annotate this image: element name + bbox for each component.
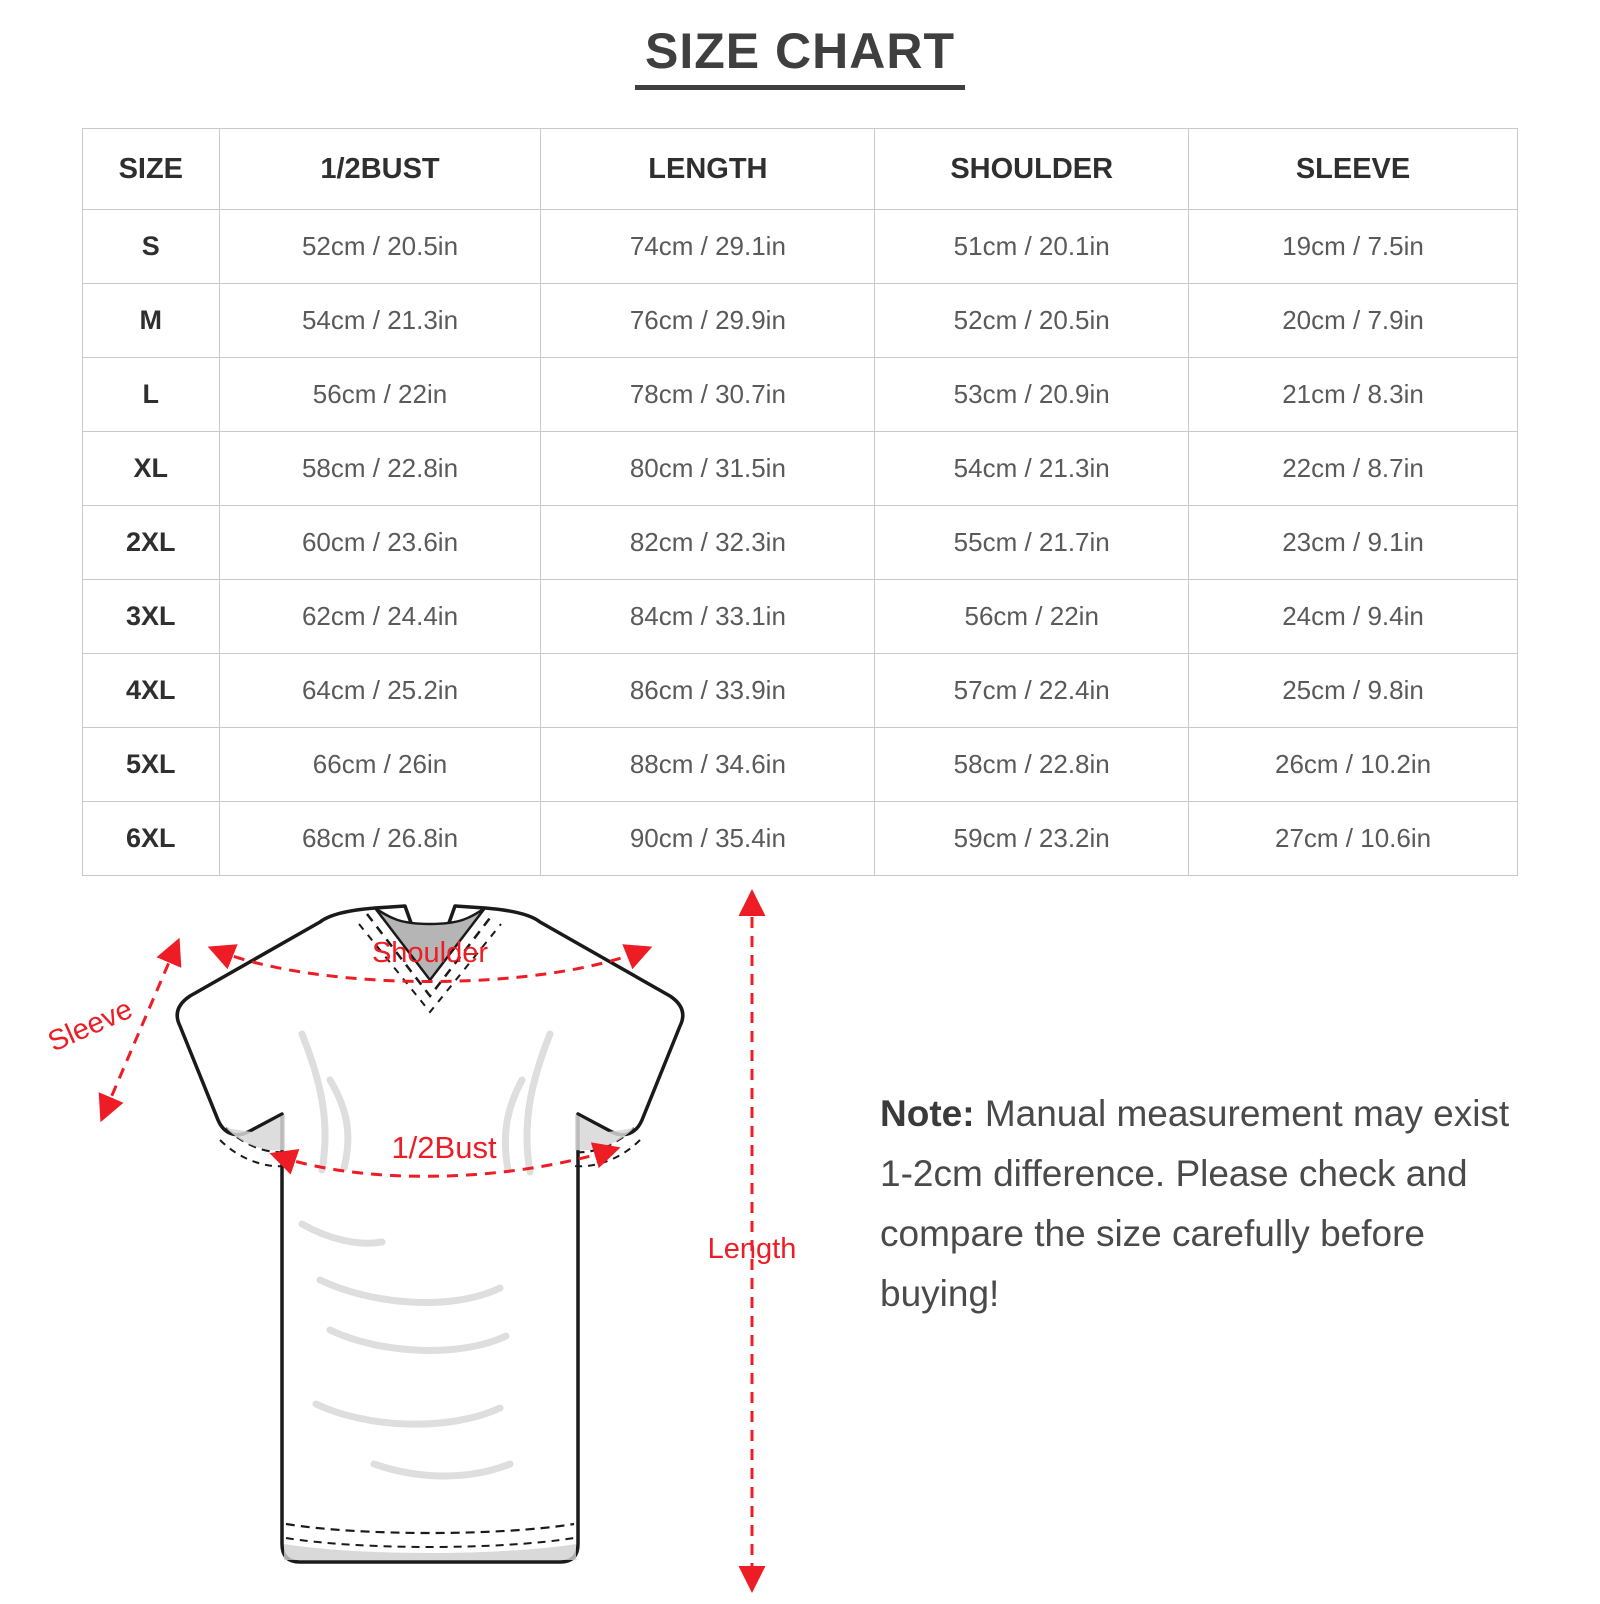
column-header-length: LENGTH <box>541 129 875 210</box>
cell-sleeve: 24cm / 9.4in <box>1189 580 1518 654</box>
cell-bust: 66cm / 26in <box>219 728 541 802</box>
cell-size: 6XL <box>83 802 220 876</box>
table-header-row <box>83 129 1518 210</box>
cell-shoulder: 53cm / 20.9in <box>875 358 1189 432</box>
cell-sleeve: 26cm / 10.2in <box>1189 728 1518 802</box>
cell-shoulder: 52cm / 20.5in <box>875 284 1189 358</box>
cell-size: L <box>83 358 220 432</box>
cell-sleeve: 25cm / 9.8in <box>1189 654 1518 728</box>
table-row <box>83 728 1518 802</box>
table-row <box>83 802 1518 876</box>
note-prefix: Note: <box>880 1093 975 1134</box>
cell-size: M <box>83 284 220 358</box>
column-header-sleeve: SLEEVE <box>1189 129 1518 210</box>
cell-bust: 64cm / 25.2in <box>219 654 541 728</box>
cell-size: S <box>83 210 220 284</box>
note-text: Manual measurement may exist 1-2cm difference. Please check and compare the size carefully before buying! <box>880 1093 1510 1314</box>
cell-sleeve: 22cm / 8.7in <box>1189 432 1518 506</box>
page-title: SIZE CHART <box>635 24 965 90</box>
cell-shoulder: 56cm / 22in <box>875 580 1189 654</box>
cell-sleeve: 23cm / 9.1in <box>1189 506 1518 580</box>
cell-shoulder: 57cm / 22.4in <box>875 654 1189 728</box>
table-row <box>83 210 1518 284</box>
page-title-container <box>0 0 1600 90</box>
column-header-shoulder: SHOULDER <box>875 129 1189 210</box>
cell-bust: 58cm / 22.8in <box>219 432 541 506</box>
cell-bust: 62cm / 24.4in <box>219 580 541 654</box>
cell-sleeve: 21cm / 8.3in <box>1189 358 1518 432</box>
cell-length: 74cm / 29.1in <box>541 210 875 284</box>
length-label: Length <box>707 1233 797 1265</box>
table-row <box>83 654 1518 728</box>
cell-sleeve: 19cm / 7.5in <box>1189 210 1518 284</box>
bust-label: 1/2Bust <box>391 1130 497 1165</box>
sleeve-label: Sleeve <box>43 993 138 1059</box>
cell-size: 2XL <box>83 506 220 580</box>
cell-bust: 56cm / 22in <box>219 358 541 432</box>
table-row <box>83 284 1518 358</box>
cell-length: 82cm / 32.3in <box>541 506 875 580</box>
size-chart-table <box>82 128 1518 876</box>
cell-length: 90cm / 35.4in <box>541 802 875 876</box>
cell-sleeve: 20cm / 7.9in <box>1189 284 1518 358</box>
cell-shoulder: 55cm / 21.7in <box>875 506 1189 580</box>
cell-shoulder: 58cm / 22.8in <box>875 728 1189 802</box>
table-row <box>83 358 1518 432</box>
table-row <box>83 432 1518 506</box>
tshirt-diagram <box>30 884 830 1604</box>
cell-length: 80cm / 31.5in <box>541 432 875 506</box>
cell-bust: 52cm / 20.5in <box>219 210 541 284</box>
cell-shoulder: 59cm / 23.2in <box>875 802 1189 876</box>
cell-size: 3XL <box>83 580 220 654</box>
cell-size: 4XL <box>83 654 220 728</box>
shoulder-label: Shoulder <box>371 937 489 969</box>
cell-bust: 68cm / 26.8in <box>219 802 541 876</box>
cell-bust: 54cm / 21.3in <box>219 284 541 358</box>
table-row <box>83 580 1518 654</box>
cell-bust: 60cm / 23.6in <box>219 506 541 580</box>
cell-shoulder: 51cm / 20.1in <box>875 210 1189 284</box>
cell-length: 78cm / 30.7in <box>541 358 875 432</box>
cell-size: 5XL <box>83 728 220 802</box>
tshirt-outline <box>177 906 683 1562</box>
cell-length: 88cm / 34.6in <box>541 728 875 802</box>
column-header-bust: 1/2BUST <box>219 129 541 210</box>
cell-size: XL <box>83 432 220 506</box>
cell-shoulder: 54cm / 21.3in <box>875 432 1189 506</box>
cell-length: 86cm / 33.9in <box>541 654 875 728</box>
measurement-note <box>880 1084 1540 1324</box>
table-row <box>83 506 1518 580</box>
column-header-size: SIZE <box>83 129 220 210</box>
cell-length: 84cm / 33.1in <box>541 580 875 654</box>
diagram-and-note-section <box>0 884 1600 1604</box>
size-chart-table-container <box>82 128 1518 876</box>
cell-length: 76cm / 29.9in <box>541 284 875 358</box>
cell-sleeve: 27cm / 10.6in <box>1189 802 1518 876</box>
